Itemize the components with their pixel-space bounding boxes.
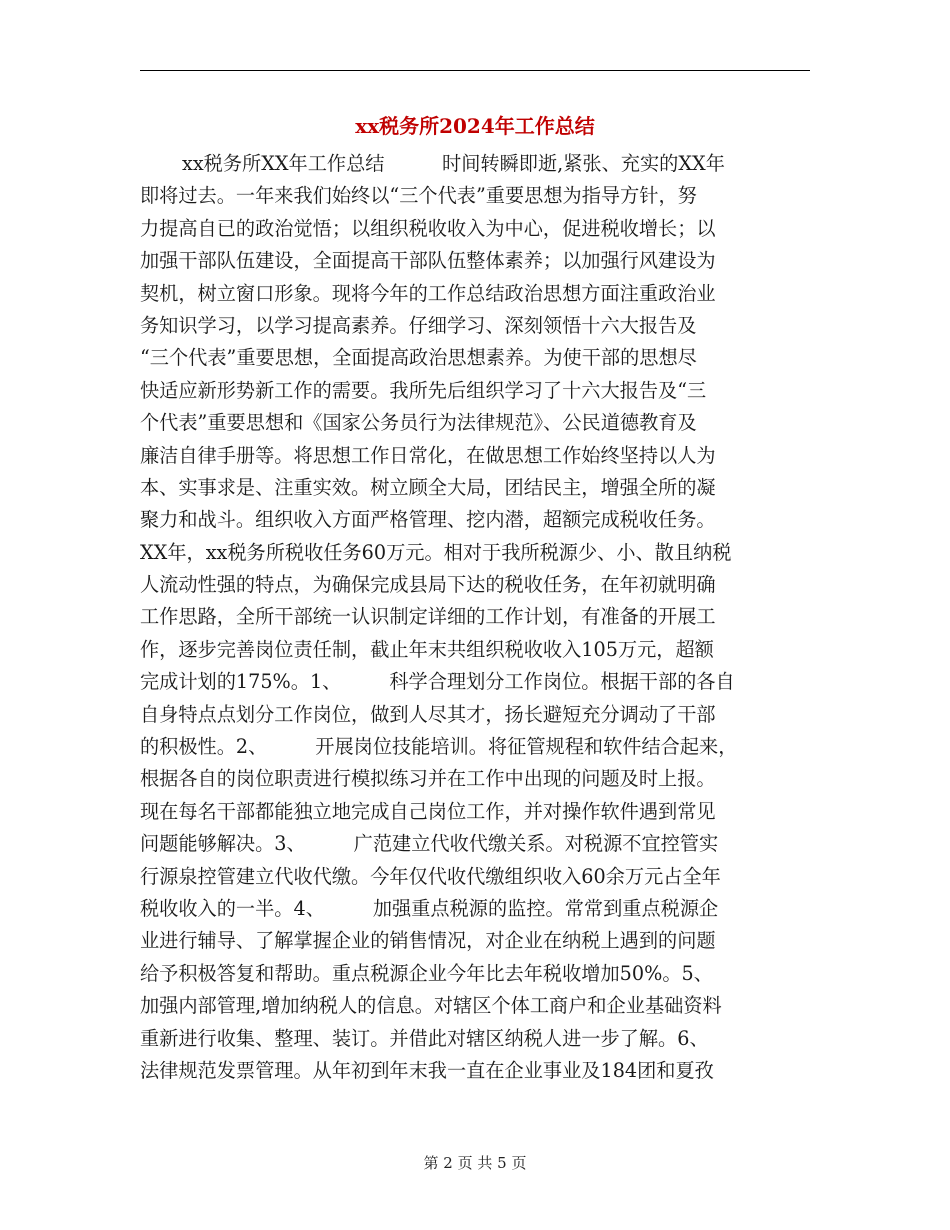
body-line: 人流动性强的特点，为确保完成县局下达的税收任务，在年初就明确 <box>140 573 716 597</box>
body-line: 问题能够解决。3、 广范建立代收代缴关系。对税源不宜控管实 <box>140 832 719 856</box>
body-line: 廉洁自律手册等。将思想工作日常化，在做思想工作始终坚持以人为 <box>140 443 716 467</box>
body-line: 重新进行收集、整理、装订。并借此对辖区纳税人进一步了解。6、 <box>140 1026 709 1050</box>
body-line: 税收收入的一半。4、 加强重点税源的监控。常常到重点税源企 <box>140 896 719 920</box>
body-line: 即将过去。一年来我们始终以“三个代表”重要思想为指导方针，努 <box>140 184 697 208</box>
body-line: 个代表”重要思想和《国家公务员行为法律规范》、公民道德教育及 <box>140 411 697 435</box>
body-line: 契机，树立窗口形象。现将今年的工作总结政治思想方面注重政治业 <box>140 281 716 305</box>
body-line: 加强干部队伍建设，全面提高干部队伍整体素养；以加强行风建设为 <box>140 249 716 273</box>
body-line: 加强内部管理,增加纳税人的信息。对辖区个体工商户和企业基础资料 <box>140 994 722 1018</box>
body-line: 行源泉控管建立代收代缴。今年仅代收代缴组织收入60余万元占全年 <box>140 864 721 888</box>
body-line: 自身特点点划分工作岗位，做到人尽其才，扬长避短充分调动了干部 <box>140 702 716 726</box>
body-line: 力提高自已的政治觉悟；以组织税收收入为中心，促进税收增长；以 <box>140 216 716 240</box>
body-line: xx税务所XX年工作总结 时间转瞬即逝,紧张、充实的XX年 <box>182 152 725 175</box>
body-line: “三个代表”重要思想，全面提高政治思想素养。为使干部的思想尽 <box>140 346 697 370</box>
body-line: 务知识学习，以学习提高素养。仔细学习、深刻领悟十六大报告及 <box>140 313 697 337</box>
body-line: 完成计划的175%。1、 科学合理划分工作岗位。根据干部的各自 <box>140 670 735 694</box>
body-line: 法律规范发票管理。从年初到年末我一直在企业事业及184团和夏孜 <box>140 1058 714 1082</box>
header-rule <box>140 70 810 71</box>
document-body <box>140 148 812 1087</box>
body-line: 快适应新形势新工作的需要。我所先后组织学习了十六大报告及“三 <box>140 378 707 402</box>
body-line: 工作思路，全所干部统一认识制定详细的工作计划，有准备的开展工 <box>140 605 716 629</box>
body-line: 本、实事求是、注重实效。树立顾全大局，团结民主，增强全所的凝 <box>140 475 716 499</box>
document-title: xx税务所2024年工作总结 <box>355 114 595 138</box>
body-line: 的积极性。2、 开展岗位技能培训。将征管规程和软件结合起来， <box>140 735 738 759</box>
page-number: 第 2 页 共 5 页 <box>423 1154 527 1172</box>
body-line: 作，逐步完善岗位责任制，截止年末共组织税收收入105万元，超额 <box>140 637 714 661</box>
body-line: 根据各自的岗位职责进行模拟练习并在工作中出现的问题及时上报。 <box>140 767 716 791</box>
body-line: XX年，xx税务所税收任务60万元。相对于我所税源少、小、散且纳税 <box>140 540 732 564</box>
body-line: 聚力和战斗。组织收入方面严格管理、挖内潜，超额完成税收任务。 <box>140 508 716 532</box>
body-line: 业进行辅导、了解掌握企业的销售情况，对企业在纳税上遇到的问题 <box>140 929 716 953</box>
body-line: 现在每名干部都能独立地完成自己岗位工作，并对操作软件遇到常见 <box>140 799 716 823</box>
body-line: 给予积极答复和帮助。重点税源企业今年比去年税收增加50%。5、 <box>140 961 713 985</box>
